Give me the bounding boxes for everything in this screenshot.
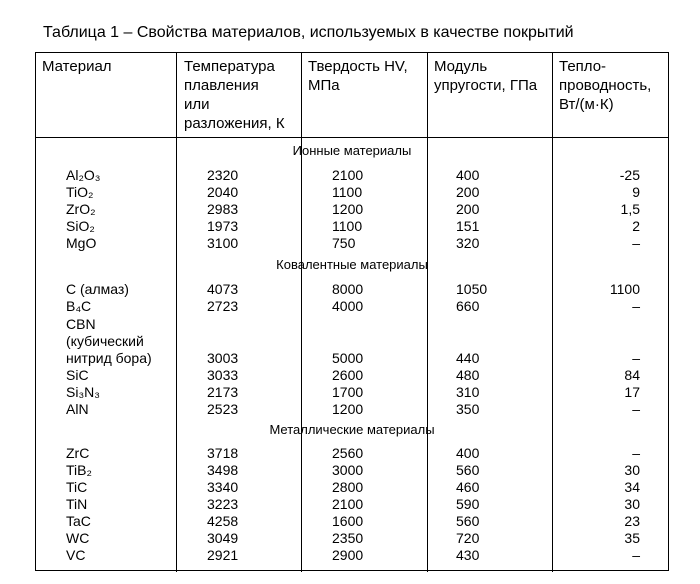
cell-hardness: 2350: [332, 530, 364, 546]
cell-modulus: 200: [456, 184, 480, 200]
table-row: [36, 384, 668, 400]
cell-temperature: 3223: [207, 496, 239, 512]
section-title-covalent: Ковалентные материалы: [276, 257, 428, 272]
cell-modulus: 660: [456, 298, 480, 314]
table-row: [36, 218, 668, 234]
cell-modulus: 151: [456, 218, 480, 234]
cell-temperature: 2320: [207, 167, 239, 183]
table-row: [36, 235, 668, 251]
cell-modulus: 310: [456, 384, 480, 400]
cell-temperature: 3100: [207, 235, 239, 251]
cell-modulus: 430: [456, 547, 480, 563]
cell-hardness: 8000: [332, 281, 364, 297]
cell-material: нитрид бора): [66, 350, 152, 366]
cell-conductivity: –: [632, 235, 640, 251]
cell-temperature: 2523: [207, 401, 239, 417]
cell-conductivity: 35: [624, 530, 640, 546]
cell-temperature: 3003: [207, 350, 239, 366]
cell-modulus: 320: [456, 235, 480, 251]
cell-material: TiB₂: [66, 462, 92, 478]
header-hardness: Твердость HV, МПа: [308, 58, 408, 94]
cell-modulus: 400: [456, 445, 480, 461]
cell-hardness: 1200: [332, 201, 364, 217]
table-row: [36, 298, 668, 314]
cell-conductivity: 23: [624, 513, 640, 529]
table-row: [36, 367, 668, 383]
section-title-metallic: Металлические материалы: [269, 422, 435, 437]
cell-material: TiN: [66, 496, 88, 512]
cell-hardness: 3000: [332, 462, 364, 478]
cell-conductivity: –: [632, 298, 640, 314]
cell-temperature: 4258: [207, 513, 239, 529]
cell-conductivity: 84: [624, 367, 640, 383]
cell-modulus: 440: [456, 350, 480, 366]
cell-temperature: 2173: [207, 384, 239, 400]
header-material: Материал: [42, 58, 112, 75]
cell-conductivity: –: [632, 547, 640, 563]
cell-material: Si₃N₃: [66, 384, 100, 400]
cell-material: WC: [66, 530, 90, 546]
table-row: [36, 201, 668, 217]
cell-material: CBN: [66, 316, 96, 332]
table-row: [36, 547, 668, 563]
cell-material: TiC: [66, 479, 88, 495]
cell-conductivity: –: [632, 445, 640, 461]
cell-hardness: 1700: [332, 384, 364, 400]
cell-modulus: 350: [456, 401, 480, 417]
table-row: [36, 513, 668, 529]
header-temperature: Температура плавления или разложения, К: [184, 58, 285, 132]
table-row: [36, 401, 668, 417]
cell-conductivity: 1100: [609, 281, 640, 297]
cell-modulus: 720: [456, 530, 480, 546]
cell-hardness: 1100: [332, 218, 363, 234]
cell-temperature: 2921: [207, 547, 239, 563]
cell-temperature: 4073: [207, 281, 239, 297]
cell-temperature: 3718: [207, 445, 239, 461]
cell-hardness: 1600: [332, 513, 364, 529]
cell-modulus: 590: [456, 496, 480, 512]
cell-modulus: 480: [456, 367, 480, 383]
table-row: [36, 281, 668, 297]
cell-conductivity: 17: [624, 384, 640, 400]
table-row: [36, 479, 668, 495]
table-row: [36, 496, 668, 512]
cell-material: ZrC: [66, 445, 90, 461]
table-caption: Таблица 1 – Свойства материалов, используемых в качестве покрытий: [43, 24, 574, 41]
cell-material: (кубический: [66, 333, 144, 349]
cell-conductivity: –: [632, 401, 640, 417]
cell-conductivity: 9: [632, 184, 640, 200]
cell-temperature: 3049: [207, 530, 239, 546]
cell-hardness: 1100: [332, 184, 363, 200]
cell-modulus: 200: [456, 201, 480, 217]
cell-material: B₄C: [66, 298, 92, 314]
cell-material: SiO₂: [66, 218, 95, 234]
cell-modulus: 1050: [456, 281, 488, 297]
cell-material: ZrO₂: [66, 201, 96, 217]
cell-material: AlN: [66, 401, 89, 417]
cell-hardness: 2100: [332, 496, 364, 512]
cell-material: VC: [66, 547, 86, 563]
cell-hardness: 2560: [332, 445, 364, 461]
cell-conductivity: -25: [619, 167, 640, 183]
table-row: [36, 445, 668, 461]
table-row: [36, 530, 668, 546]
cell-hardness: 4000: [332, 298, 364, 314]
table-row: [36, 316, 668, 368]
properties-table: [35, 52, 669, 571]
cell-temperature: 3498: [207, 462, 239, 478]
header-divider: [36, 137, 668, 138]
header-modulus: Модуль упругости, ГПа: [434, 58, 538, 94]
cell-hardness: 5000: [332, 350, 364, 366]
cell-material: C (алмаз): [66, 281, 129, 297]
cell-modulus: 400: [456, 167, 480, 183]
cell-temperature: 2723: [207, 298, 239, 314]
cell-hardness: 750: [332, 235, 356, 251]
cell-temperature: 3033: [207, 367, 239, 383]
cell-hardness: 2600: [332, 367, 364, 383]
cell-material: TiO₂: [66, 184, 94, 200]
cell-temperature: 3340: [207, 479, 239, 495]
cell-conductivity: 1,5: [620, 201, 640, 217]
cell-hardness: 2100: [332, 167, 364, 183]
cell-temperature: 2040: [207, 184, 239, 200]
cell-temperature: 2983: [207, 201, 239, 217]
cell-modulus: 560: [456, 513, 480, 529]
cell-conductivity: –: [632, 350, 640, 366]
cell-modulus: 560: [456, 462, 480, 478]
cell-hardness: 1200: [332, 401, 364, 417]
cell-material: TaC: [66, 513, 91, 529]
cell-modulus: 460: [456, 479, 480, 495]
cell-hardness: 2800: [332, 479, 364, 495]
table-row: [36, 167, 668, 183]
cell-material: MgO: [66, 235, 97, 251]
cell-conductivity: 30: [624, 496, 640, 512]
section-title-ionic: Ионные материалы: [292, 143, 412, 158]
table-row: [36, 462, 668, 478]
cell-temperature: 1973: [207, 218, 239, 234]
cell-hardness: 2900: [332, 547, 364, 563]
header-conductivity: Тепло- проводность, Вт/(м·К): [559, 58, 652, 113]
cell-conductivity: 2: [632, 218, 640, 234]
table-row: [36, 184, 668, 200]
cell-conductivity: 34: [624, 479, 640, 495]
cell-material: Al₂O₃: [66, 167, 101, 183]
cell-conductivity: 30: [624, 462, 640, 478]
cell-material: SiC: [66, 367, 89, 383]
